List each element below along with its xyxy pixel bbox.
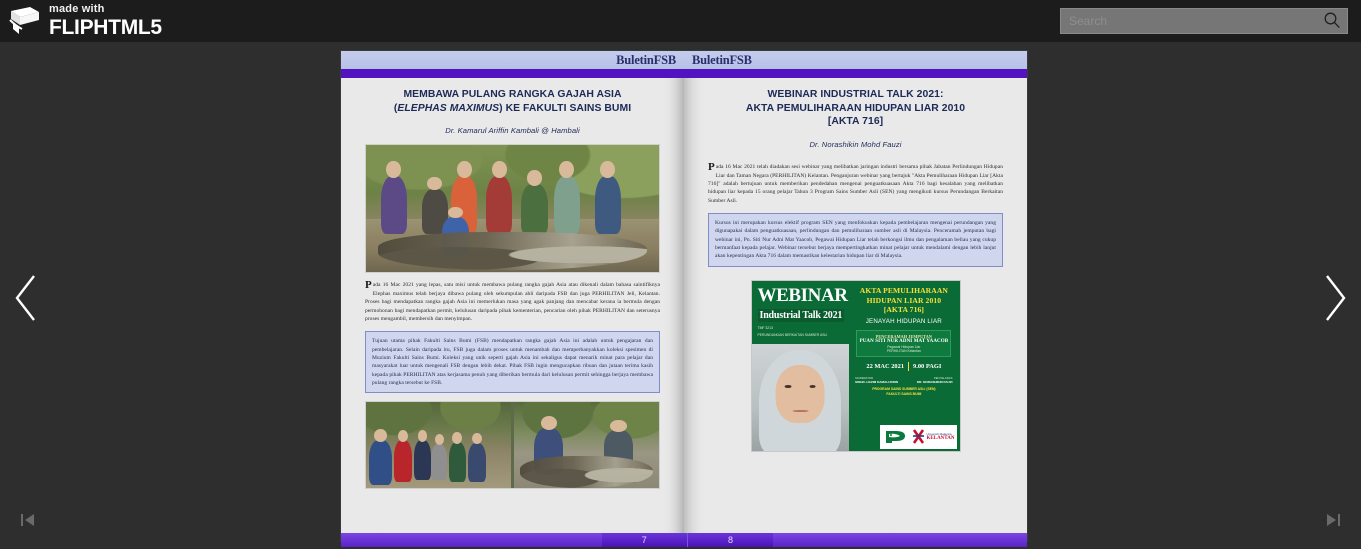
made-with-label: made with — [49, 3, 105, 15]
poster-speaker-caption: PENCERAMAH JEMPUTAN — [875, 333, 933, 339]
bottom-photo-pair-left — [365, 401, 660, 489]
perhilitan-logo — [883, 427, 909, 447]
bulletin-label-right: BuletinFSB — [692, 52, 752, 67]
page-slider-fill-right — [773, 533, 1027, 547]
speaker-portrait-photo — [752, 344, 850, 451]
poster-right-column — [849, 281, 959, 451]
next-page-arrow[interactable] — [1313, 272, 1357, 328]
purple-rule-right — [684, 69, 1027, 78]
page-slider[interactable] — [341, 531, 1027, 549]
elephant-skeleton-team-photo — [365, 144, 660, 273]
skip-to-first-icon — [18, 511, 38, 534]
bulletin-label-left: BuletinFSB — [616, 52, 676, 67]
poster-akta-line3: [AKTA 716] — [883, 305, 925, 315]
poster-jenayah-subtitle: JENAYAH HIDUPAN LIAR — [865, 317, 942, 325]
article-title-left — [365, 88, 660, 115]
title-tail: ) KE FAKULTI SAINS BUMI — [499, 102, 632, 114]
search-icon — [1323, 11, 1341, 32]
brand-logo[interactable] — [0, 4, 162, 38]
poster-akta-line2: HIDUPAN LIAR 2010 — [866, 295, 942, 305]
page-slider-fill-left — [341, 533, 602, 547]
brand-name: FLIPHTML5 — [49, 16, 162, 39]
poster-moderator-name: MOHD. HAZIM KAMALUDDIN — [855, 379, 899, 384]
paragraph-text-left: ada 16 Mac 2021 yang lepas, satu misi untuk membawa pulang rangka gajah Asia atau dikenali dalam bahasa saintifiknya Elephas maximus telah berjaya dibawa pulang oleh sekumpulan ahli daripada FSB dan juga PERHILITAN Jeli, Kelantan. Proses bagi mendapatkan rangka gajah Asia ini memerlukan masa yang agak panjang dan mencabar kerana ia bermula dengan permohonan bagi mendapatkan permit, kelulusan daripada pihak kementerian, pencarian oleh pihak PERHILITAN dan seterusnya proses mengambil, membersih dan menyimpan. — [365, 282, 660, 322]
book-icon — [8, 5, 42, 37]
previous-page-arrow[interactable] — [4, 272, 48, 328]
page-number-right[interactable]: 8 — [687, 533, 773, 547]
poster-course-code: TMF 3213 — [757, 325, 773, 330]
excavation-site-photo — [514, 402, 659, 488]
poster-webinar-title: WEBINAR — [757, 284, 848, 306]
article-title-right-line1: WEBINAR INDUSTRIAL TALK 2021: — [767, 89, 944, 100]
poster-date: 22 MAC 2021 — [866, 362, 905, 370]
article-author-right: Dr. Norashikin Mohd Fauzi — [809, 140, 902, 150]
poster-speaker-box — [856, 330, 951, 357]
poster-akta-title — [852, 286, 955, 315]
search-input[interactable] — [1061, 9, 1317, 33]
skip-to-last-icon — [1323, 511, 1343, 534]
page-header-band-left — [341, 51, 684, 69]
poster-course-name: PERUNDANGAN BERKAITAN SUMBER ASLI — [757, 333, 828, 338]
article-author-left: Dr. Kamarul Ariffin Kambali @ Hambali — [445, 126, 580, 136]
article-title-line2 — [365, 102, 660, 116]
poster-program-line1: PROGRAM SAINS SUMBER ASLI (SEN) — [872, 386, 936, 391]
poster-penyelaras-caption: PENYELARAS — [933, 375, 953, 380]
poster-credits-row — [852, 376, 955, 384]
purple-rule-left — [341, 69, 684, 78]
umk-logo-line2: KELANTAN — [926, 435, 955, 441]
poster-penyelaras-name: DR. NORASHIKIN FAUZI — [916, 379, 953, 384]
highlight-box-right — [708, 213, 1003, 267]
boxed-paragraph-left: Tujuan utama pihak Fakulti Sains Bumi (FSB) mendapatkan rangka gajah Asia ini adalah untuk pengajaran dan pembelajaran. Selain daripada itu, FSB juga dalam proses untuk menambah dan memperbanyakkan koleksi spesimen di Muzium Fakulti Sains Bumi. Koleksi yang unik seperti gajah Asia ini sekaligus dapat menarik minat para pelajar dan masyarakat luar untuk mengenali FSB dengan lebih dekat. Pihak FSB ingin mengucapkan ribuan dan jutaan terima kasih kepada pihak PERHILITAN atas kerjasama penuh yang diberikan bermula dari kelulusan permit sehingga berjaya membawa pulang rangka tersebut ke FSB. — [372, 338, 653, 387]
species-name: ELEPHAS MAXIMUS — [397, 102, 500, 114]
poster-speaker-role: Pegawai Hidupan Liar — [887, 344, 921, 349]
poster-industrial-subtitle: Industrial Talk 2021 — [759, 309, 843, 321]
poster-datetime-separator — [908, 362, 909, 371]
chevron-right-icon — [1322, 273, 1348, 328]
article-title-right-line2: AKTA PEMULIHARAAN HIDUPAN LIAR 2010 — [745, 102, 966, 114]
page-slider-thumb[interactable] — [602, 533, 774, 547]
webinar-poster-image — [751, 280, 961, 452]
poster-akta-line1: AKTA PEMULIHARAAN — [859, 285, 948, 295]
poster-program-line2: FAKULTI SAINS BUMI — [886, 391, 922, 396]
article-title-line1: MEMBAWA PULANG RANGKA GAJAH ASIA — [403, 89, 622, 100]
article-title-right — [708, 88, 1003, 129]
page-right[interactable] — [684, 51, 1027, 541]
poster-datetime — [852, 362, 955, 371]
search-button[interactable] — [1317, 9, 1347, 33]
title-paren-open: ( — [393, 102, 398, 114]
last-page-button[interactable] — [1316, 507, 1350, 537]
page-header-band-right — [684, 51, 1027, 69]
book-spread[interactable] — [341, 51, 1027, 541]
article-paragraph-left — [365, 281, 660, 323]
umk-mark-icon — [912, 429, 925, 444]
article-title-right-line3: [AKTA 716] — [827, 116, 884, 128]
top-bar — [0, 0, 1361, 42]
page-left[interactable] — [341, 51, 684, 541]
poster-speaker-org: PERHILITAN Kelantan — [886, 348, 921, 353]
boxed-paragraph-right: Kursus ini merupakan kursus elektif program SEN yang menfokuskan kepada pembelajaran mengenai perundangan yang digunapakai dalam penguatkuasaan, perlindungan dan pemuliharaan sumber asli di Malaysia. Penceramah jemputan bagi webinar ini, Pn. Siti Nur Adni Mat Yaacob, Pegawai Hidupan Liar telah berkongsi ilmu dan pengalaman beliau yang cukup bermanfaat kepada pelajar. Webinar tersebut berjaya mempertingkatkan minat pelajar untuk mendalami dengan lebih lanjut akan kepentingan Akta 716 dalam memastikan kelestarian hidupan liar di Malaysia. — [715, 220, 996, 260]
article-paragraph-right — [708, 163, 1003, 205]
poster-moderator-caption: MODERATOR — [855, 375, 874, 380]
poster-logo-row — [880, 425, 958, 449]
search-bar[interactable] — [1060, 8, 1348, 34]
field-team-group-photo — [366, 402, 511, 488]
paragraph-dropcap-right: P — [708, 161, 715, 174]
highlight-box-left — [365, 331, 660, 393]
paragraph-dropcap-left: P — [365, 279, 372, 292]
page-number-left[interactable]: 7 — [641, 535, 647, 545]
first-page-button[interactable] — [11, 507, 45, 537]
umk-logo — [912, 429, 955, 444]
umk-logo-line1: Universiti Malaysia — [926, 431, 952, 436]
chevron-left-icon — [13, 273, 39, 328]
poster-left-column — [752, 281, 850, 451]
poster-time: 9.00 PAGI — [913, 362, 942, 370]
paragraph-text-right: ada 16 Mac 2021 telah diadakan sesi webinar yang melibatkan jaringan industri bersama pihak Jabatan Perlindungan Hidupan Liar dan Taman Negara (PERHILITAN) Kelantan. Penganjuran webinar yang bertajuk "Akta Pemuliharaan Hidupan Liar [Akta 716]" adalah bertujuan untuk memberikan pendedahan mengenai penguatkuasaan Akta 716 bagi kesalahan yang melibatkan hidupan liar kepada 15 orang pelajar Tahun 3 Program Sains Sumber Asli (SEN) yang mengikuti kursus Perundangan Berkaitan Sumber Asli. — [708, 164, 1003, 204]
page-slider-track[interactable] — [341, 533, 1027, 547]
poster-speaker-name: PUAN SITI NUR ADNI MAT YAACOB — [859, 338, 949, 344]
